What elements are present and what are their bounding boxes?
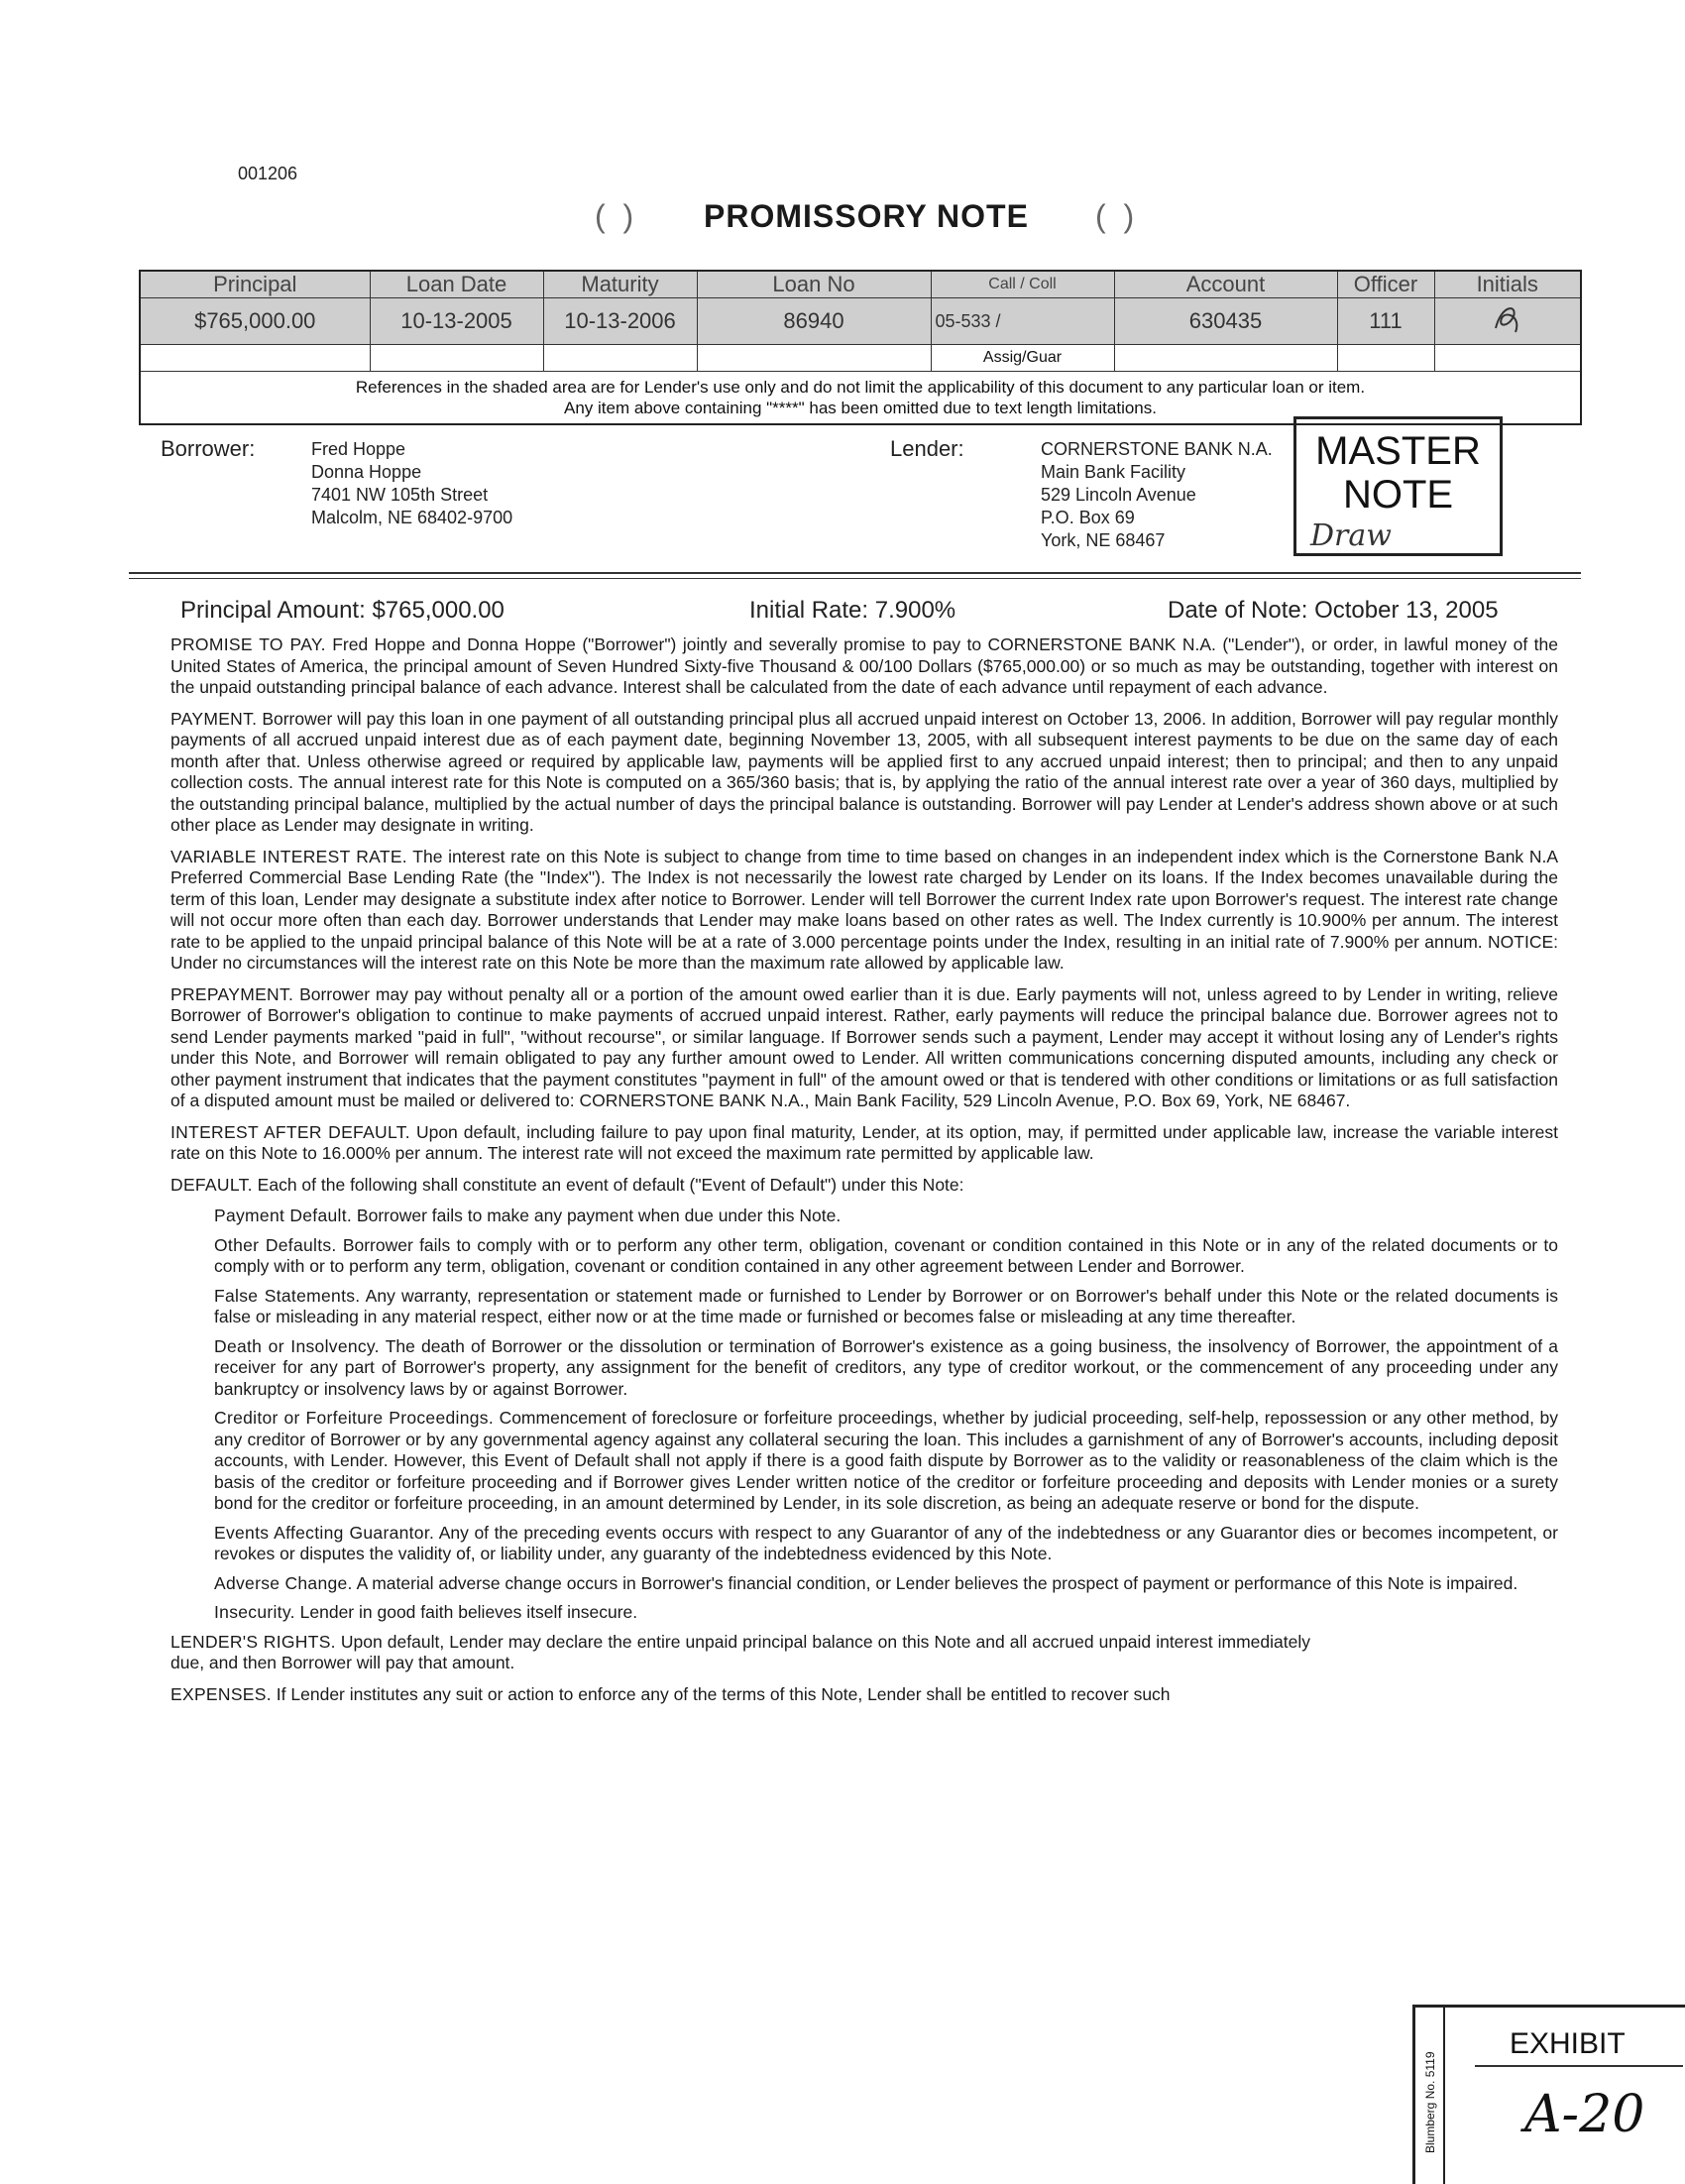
- subsection-text: Commencement of foreclosure or forfeiture proceedings, whether by judicial proceeding, self-help, repossession or any other method, by any creditor of Borrower or by any governmental agency against any collateral securing the loan. This includes a garnishment of any of Borrower's accounts, including deposit accounts, with Lender. However, this Event of Default shall not apply if there is a good faith dispute by Borrower as to the validity or reasonableness of the claim which is the basis of the creditor or forfeiture proceeding and if Borrower gives Lender written notice of the creditor or forfeiture proceeding and deposits with Lender monies or a surety bond for the creditor or forfeiture proceeding, in an amount determined by Lender, in its sole discretion, as being an adequate reserve or bond for the dispute.: [214, 1408, 1558, 1513]
- section-lenders-rights: [170, 1632, 1310, 1674]
- divider: [129, 572, 1581, 574]
- initial-rate: [749, 597, 955, 625]
- section-text: Borrower may pay without penalty all or a portion of the amount owed earlier than it is due. Early payments will not, unless agreed to by Lender in writing, relieve Borrower of Borrower's obligation to continue to make payments of accrued unpaid interest. Rather, early payments will reduce the principal balance due. Borrower agrees not to send Lender payments marked "paid in full", "without recourse", or similar language. If Borrower sends such a payment, Lender may accept it without losing any of Lender's rights under this Note, and Borrower will remain obligated to pay any further amount owed to Lender. All written communications concerning disputed amounts, including any check or other payment instrument that indicates that the payment constitutes "payment in full" of the amount owed or that is tendered with other conditions or limitations or as full satisfaction of a disputed amount must be mailed or delivered to: CORNERSTONE BANK N.A., Main Bank Facility, 529 Lincoln Avenue, P.O. Box 69, York, NE 68467.: [170, 983, 1558, 1110]
- section-heading: INTEREST AFTER DEFAULT.: [170, 1121, 410, 1142]
- subsection-text: The death of Borrower or the dissolution or termination of Borrower's existence as a going business, the insolvency of Borrower, the appointment of a receiver for any part of Borrower's property, any assignment for the benefit of creditors, any type of creditor workout, or the commencement of any proceeding under any bankruptcy or insolvency laws by or against Borrower.: [214, 1335, 1558, 1399]
- section-promise-to-pay: [170, 634, 1558, 699]
- section-text: Fred Hoppe and Donna Hoppe ("Borrower") jointly and severally promise to pay to CORNERSTONE BANK N.A. ("Lender"), or order, in lawful money of the United States of America, the principal amount of Seven Hundred Sixty-five Thousand & 00/100 Dollars ($765,000.00) or so much as may be outstanding, together with interest on the unpaid outstanding principal balance of each advance. Interest shall be calculated from the date of each advance until repayment of each advance.: [170, 634, 1558, 697]
- page-title: PROMISSORY NOTE: [704, 198, 1029, 234]
- section-heading: DEFAULT.: [170, 1174, 253, 1195]
- value-cell: 630435: [1114, 298, 1337, 345]
- initial-rate-label: Initial Rate:: [749, 597, 869, 624]
- section-prepayment: [170, 984, 1558, 1112]
- section-heading: VARIABLE INTEREST RATE.: [170, 846, 407, 866]
- subsection-heading: Payment Default.: [214, 1206, 353, 1225]
- initials-mark-icon: [1488, 298, 1527, 338]
- subsection-text: Any of the preceding events occurs with respect to any Guarantor of any of the indebtedness or any Guarantor dies or becomes incompetent, or revokes or disputes the validity of, or liability under, any guaranty of the indebtedness evidenced by this Note.: [214, 1522, 1558, 1563]
- principal-amount-label: Principal Amount:: [180, 597, 366, 624]
- divider: [129, 578, 1581, 579]
- default-payment: [214, 1206, 1558, 1227]
- reference-note-line: References in the shaded area are for Lender's use only and do not limit the applicability of this document to any particular loan or item.: [355, 378, 1366, 397]
- stamp-line: MASTER: [1315, 429, 1481, 473]
- default-guarantor: [214, 1523, 1558, 1565]
- table-row: [140, 298, 1581, 345]
- header-cell: Call / Coll: [931, 271, 1114, 298]
- lender-line: 529 Lincoln Avenue: [1041, 485, 1196, 505]
- default-insecurity: [214, 1602, 1558, 1624]
- borrower-line: 7401 NW 105th Street: [311, 485, 489, 505]
- borrower-line: Malcolm, NE 68402-9700: [311, 508, 513, 527]
- subsection-heading: Other Defaults.: [214, 1234, 337, 1255]
- initials-cell: [1434, 298, 1581, 345]
- section-text: If Lender institutes any suit or action to enforce any of the terms of this Note, Lender shall be entitled to recover such: [276, 1683, 1171, 1704]
- exhibit-code: A-20: [1524, 2085, 1645, 2144]
- stamp-line: NOTE: [1342, 473, 1454, 517]
- section-text: Upon default, Lender may declare the entire unpaid principal balance on this Note and all accrued unpaid interest immediately due, and then Borrower will pay that amount.: [170, 1631, 1310, 1672]
- document-id: 001206: [238, 164, 298, 183]
- section-heading: LENDER'S RIGHTS.: [170, 1631, 336, 1652]
- lender-label: Lender:: [890, 436, 964, 461]
- value-cell: 86940: [697, 298, 931, 345]
- initial-rate-value: 7.900%: [874, 597, 956, 624]
- header-cell: Officer: [1337, 271, 1434, 298]
- paren-decoration: ( ): [595, 198, 634, 234]
- date-of-note: [1168, 597, 1499, 625]
- section-expenses: [170, 1684, 1310, 1706]
- exhibit-label: EXHIBIT: [1510, 2027, 1626, 2060]
- handwritten-signature: Draw: [1310, 518, 1392, 553]
- exhibit-side-strip: [1415, 2008, 1445, 2184]
- section-text: Upon default, including failure to pay upon final maturity, Lender, at its option, may, if permitted under applicable law, increase the variable interest rate on this Note to 16.000% per annum. The interest rate will not exceed the maximum rate permitted by applicable law.: [170, 1121, 1558, 1163]
- value-cell: $765,000.00: [140, 298, 370, 345]
- header-cell: Maturity: [543, 271, 697, 298]
- note-body: [170, 634, 1558, 1715]
- section-payment: [170, 709, 1558, 837]
- date-of-note-value: October 13, 2005: [1314, 597, 1499, 624]
- section-variable-interest-rate: [170, 847, 1558, 975]
- lender-line: CORNERSTONE BANK N.A.: [1041, 439, 1273, 459]
- header-cell: Account: [1114, 271, 1337, 298]
- reference-note-line: Any item above containing "****" has been omitted due to text length limitations.: [564, 399, 1157, 417]
- borrower-label: Borrower:: [161, 436, 256, 461]
- value-cell: 10-13-2006: [543, 298, 697, 345]
- header-cell: Principal: [140, 271, 370, 298]
- assig-guar-label: Assig/Guar: [931, 345, 1114, 372]
- table-row: [140, 345, 1581, 372]
- borrower-line: Fred Hoppe: [311, 439, 406, 459]
- lender-line: York, NE 68467: [1041, 530, 1166, 550]
- exhibit-sticker: [1412, 2005, 1685, 2184]
- exhibit-underline: [1475, 2065, 1683, 2067]
- subsection-heading: Events Affecting Guarantor.: [214, 1522, 435, 1543]
- section-interest-after-default: [170, 1122, 1558, 1165]
- header-cell: Loan No: [697, 271, 931, 298]
- reference-table: [139, 270, 1582, 425]
- value-cell: 111: [1337, 298, 1434, 345]
- table-header-row: [140, 271, 1581, 298]
- master-note-stamp: [1293, 416, 1503, 556]
- section-text: Borrower will pay this loan in one payment of all outstanding principal plus all accrued unpaid interest on October 13, 2006. In addition, Borrower will pay regular monthly payments of all accrued unpaid interest due as of each payment date, beginning November 13, 2005, with all subsequent interest payments to be due on the same day of each month after that. Unless otherwise agreed or required by applicable law, payments will be applied first to any accrued unpaid interest; then to principal; and then to any unpaid collection costs. The annual interest rate for this Note is computed on a 365/360 basis; that is, by applying the ratio of the annual interest rate over a year of 360 days, multiplied by the outstanding principal balance, multiplied by the actual number of days the principal balance is outstanding. Borrower will pay Lender at Lender's address shown above or at such other place as Lender may designate in writing.: [170, 708, 1558, 835]
- header-cell: Loan Date: [370, 271, 543, 298]
- section-heading: PROMISE TO PAY.: [170, 634, 326, 654]
- paren-decoration: ( ): [1095, 198, 1135, 234]
- borrower-line: Donna Hoppe: [311, 462, 422, 482]
- borrower-block: [311, 438, 512, 529]
- default-false-statements: [214, 1286, 1558, 1328]
- subsection-heading: Death or Insolvency.: [214, 1335, 380, 1356]
- subsection-heading: False Statements.: [214, 1285, 361, 1306]
- lender-line: Main Bank Facility: [1041, 462, 1186, 482]
- default-death-insolvency: [214, 1336, 1558, 1401]
- default-adverse-change: [214, 1573, 1558, 1595]
- date-of-note-label: Date of Note:: [1168, 597, 1308, 624]
- exhibit-side-text: Blumberg No. 5119: [1423, 2051, 1437, 2153]
- section-heading: PREPAYMENT.: [170, 983, 294, 1004]
- lender-line: P.O. Box 69: [1041, 508, 1135, 527]
- subsection-heading: Creditor or Forfeiture Proceedings.: [214, 1408, 494, 1428]
- header-cell: Initials: [1434, 271, 1581, 298]
- default-creditor-forfeiture: [214, 1408, 1558, 1515]
- section-heading: EXPENSES.: [170, 1683, 272, 1704]
- subsection-text: Borrower fails to make any payment when due under this Note.: [356, 1206, 842, 1225]
- default-other: [214, 1235, 1558, 1278]
- section-default: [170, 1175, 1558, 1197]
- section-text: The interest rate on this Note is subject to change from time to time based on changes in an independent index which is the Cornerstone Bank N.A Preferred Commercial Base Lending Rate (the "Index"). The Index is not necessarily the lowest rate charged by Lender on its loans. If the Index becomes unavailable during the term of this loan, Lender may designate a substitute index after notice to Borrower. Lender will tell Borrower the current Index rate upon Borrower's request. The interest rate change will not occur more often than each day. Borrower understands that Lender may make loans based on other rates as well. The Index currently is 10.900% per annum. The interest rate to be applied to the unpaid principal balance of this Note will be at a rate of 3.000 percentage points under the Index, resulting in an initial rate of 7.900% per annum. NOTICE: Under no circumstances will the interest rate on this Note be more than the maximum rate allowed by applicable law.: [170, 846, 1559, 973]
- value-cell: 10-13-2005: [370, 298, 543, 345]
- lender-block: [1041, 438, 1273, 552]
- subsection-text: A material adverse change occurs in Borrower's financial condition, or Lender believes the prospect of payment or performance of this Note is impaired.: [356, 1572, 1518, 1593]
- subsection-text: Borrower fails to comply with or to perform any other term, obligation, covenant or condition contained in this Note or in any of the related documents or to comply with or to perform any term, obligation, covenant or condition contained in any other agreement between Lender and Borrower.: [214, 1234, 1558, 1276]
- section-text: Each of the following shall constitute an event of default ("Event of Default") under this Note:: [257, 1174, 964, 1195]
- subsection-text: Lender in good faith believes itself insecure.: [299, 1602, 638, 1622]
- principal-amount: [180, 597, 505, 625]
- principal-amount-value: $765,000.00: [372, 597, 505, 624]
- subsection-text: Any warranty, representation or statement made or furnished to Lender by Borrower or on Borrower's behalf under this Note or the related documents is false or misleading in any material respect, either now or at the time made or furnished or becomes false or misleading at any time thereafter.: [214, 1285, 1559, 1326]
- value-cell: 05-533 /: [931, 298, 1114, 345]
- section-heading: PAYMENT.: [170, 708, 258, 729]
- subsection-heading: Insecurity.: [214, 1602, 295, 1622]
- subsection-heading: Adverse Change.: [214, 1572, 353, 1593]
